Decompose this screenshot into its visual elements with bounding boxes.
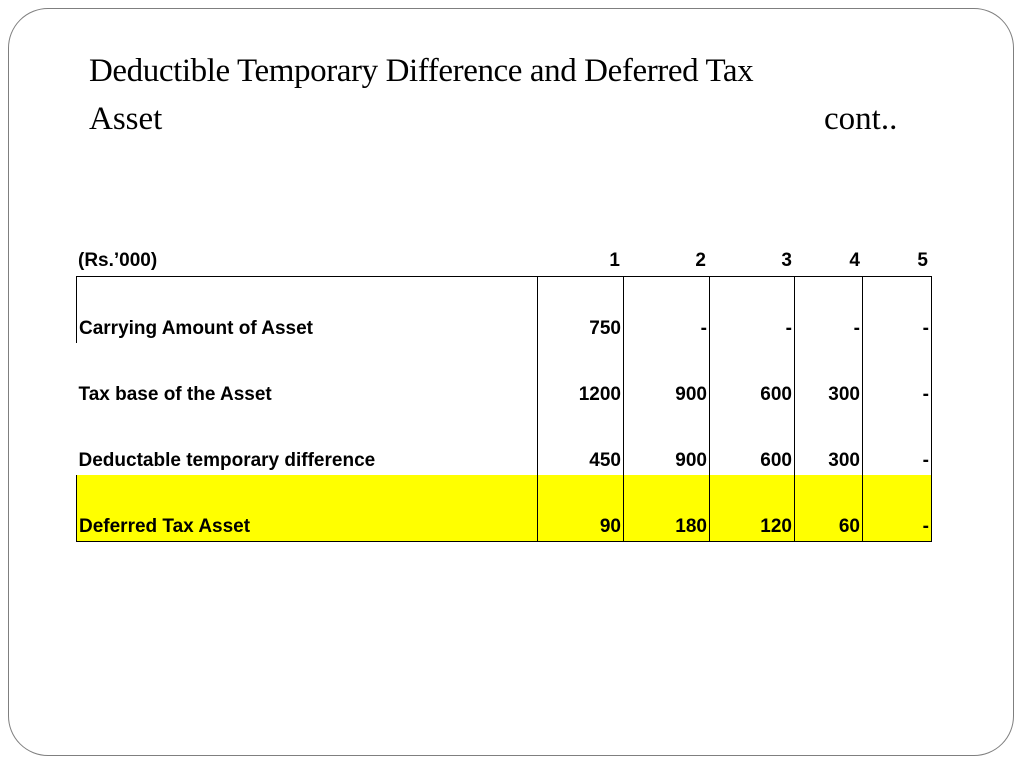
cell-year-3: 600 bbox=[710, 343, 795, 409]
column-header-1: 1 bbox=[609, 250, 620, 271]
cell-year-4: - bbox=[795, 277, 863, 344]
cell-year-2: 900 bbox=[624, 343, 710, 409]
table-row-tax-base bbox=[77, 343, 932, 409]
column-header-2: 2 bbox=[695, 250, 706, 271]
column-header-4: 4 bbox=[849, 250, 860, 271]
cell-year-4: 300 bbox=[795, 343, 863, 409]
title-line-1: Deductible Temporary Difference and Deferred Tax bbox=[89, 53, 754, 89]
cell-year-4: 60 bbox=[795, 475, 863, 542]
cell-year-1: 1200 bbox=[538, 343, 624, 409]
cell-year-1: 750 bbox=[538, 277, 624, 344]
table-row-temporary-difference bbox=[77, 409, 932, 475]
cell-year-5: - bbox=[863, 277, 932, 344]
cell-year-3: 600 bbox=[710, 409, 795, 475]
cell-year-5: - bbox=[863, 409, 932, 475]
cell-year-2: 180 bbox=[624, 475, 710, 542]
column-header-3: 3 bbox=[781, 250, 792, 271]
title-continued: cont.. bbox=[824, 101, 898, 137]
cell-year-2: - bbox=[624, 277, 710, 344]
cell-year-3: 120 bbox=[710, 475, 795, 542]
row-label: Carrying Amount of Asset bbox=[77, 277, 538, 344]
table-row-deferred-tax-asset bbox=[77, 475, 932, 542]
row-label: Deductable temporary difference bbox=[78, 450, 376, 471]
cell-year-2: 900 bbox=[624, 409, 710, 475]
row-label: Deferred Tax Asset bbox=[77, 475, 538, 542]
cell-year-1: 450 bbox=[538, 409, 624, 475]
title-asset: Asset bbox=[89, 101, 163, 137]
cell-year-5: - bbox=[863, 475, 932, 542]
slide-title bbox=[89, 47, 969, 143]
table-row-carrying-amount bbox=[77, 277, 932, 344]
column-header-5: 5 bbox=[917, 250, 928, 271]
deferred-tax-table bbox=[76, 276, 932, 542]
cell-year-5: - bbox=[863, 343, 932, 409]
title-line-2 bbox=[89, 95, 969, 143]
cell-year-4: 300 bbox=[795, 409, 863, 475]
cell-year-3: - bbox=[710, 277, 795, 344]
cell-year-1: 90 bbox=[538, 475, 624, 542]
row-label: Tax base of the Asset bbox=[78, 384, 272, 405]
units-label: (Rs.’000) bbox=[78, 250, 158, 271]
